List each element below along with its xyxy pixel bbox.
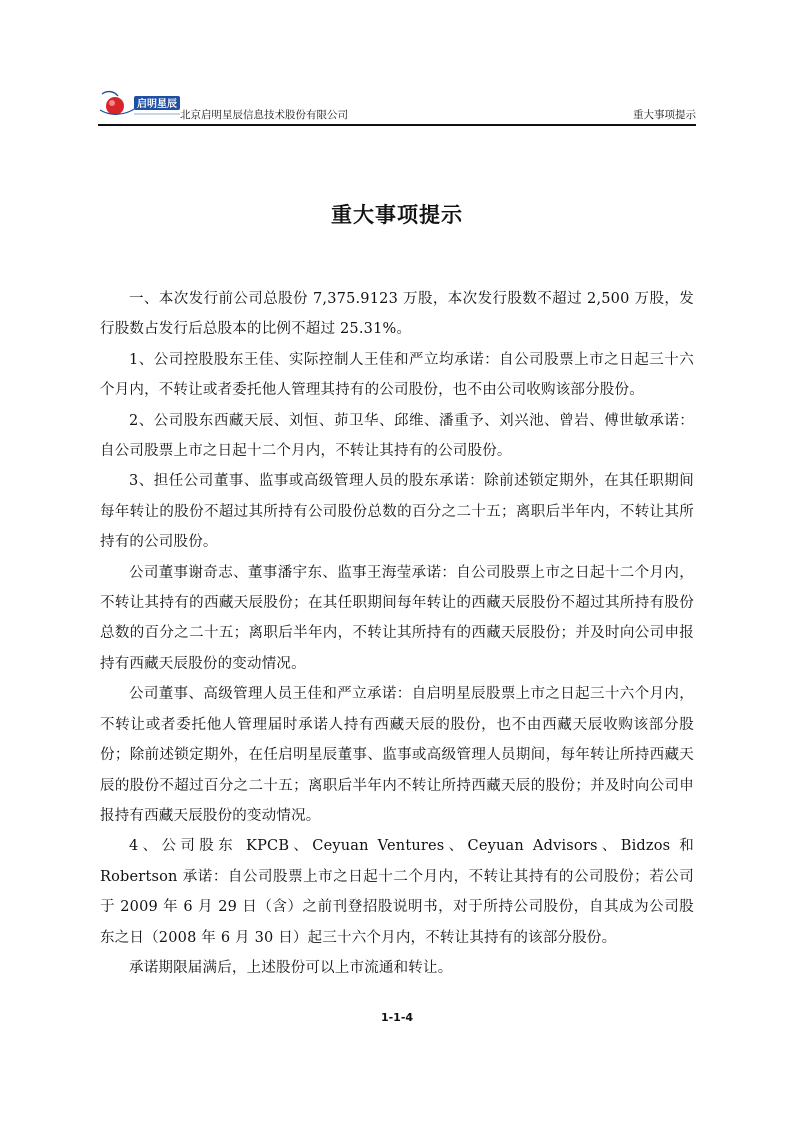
page-title: 重大事项提示	[331, 203, 463, 227]
header-company-name: 北京启明星辰信息技术股份有限公司	[180, 109, 348, 121]
paragraph: 2、公司股东西藏天辰、刘恒、茆卫华、邱维、潘重予、刘兴池、曾岩、傅世敏承诺：自公司股票上市之日起十二个月内，不转让其持有的公司股份。	[100, 412, 694, 460]
paragraph: 承诺期限届满后，上述股份可以上市流通和转让。	[129, 959, 453, 976]
page-number: 1-1-4	[380, 1011, 414, 1024]
header-section-title: 重大事项提示	[633, 109, 696, 121]
paragraph: 1、公司控股股东王佳、实际控制人王佳和严立均承诺：自公司股票上市之日起三十六个月内，不转让或者委托他人管理其持有的公司股份，也不由公司收购该部分股份。	[100, 351, 694, 399]
paragraph: 公司董事、高级管理人员王佳和严立承诺：自启明星辰股票上市之日起三十六个月内，不转让或者委托他人管理届时承诺人持有西藏天辰的股份，也不由西藏天辰收购该部分股份；除前述锁定期外，在任启明星辰董事、监事或高级管理人员期间，每年转让所持西藏天辰的股份不超过百分之二十五；离职后半年内不转让所持西藏天辰的股份；并及时向公司申报持有西藏天辰股份的变动情况。	[100, 686, 694, 824]
paragraph: 一、本次发行前公司总股份 7,375.9123 万股，本次发行股数不超过 2,500 万股，发行股数占发行后总股本的比例不超过 25.31%。	[100, 291, 694, 338]
body-text	[100, 284, 694, 983]
paragraph: 3、担任公司董事、监事或高级管理人员的股东承诺：除前述锁定期外，在其任职期间每年转让的股份不超过其所持有公司股份总数的百分之二十五；离职后半年内，不转让其所持有的公司股份。	[100, 473, 694, 551]
logo-text: 启明星辰	[137, 99, 177, 110]
page-header	[98, 88, 696, 126]
header-rule	[98, 124, 696, 126]
paragraph: 公司董事谢奇志、董事潘宇东、监事王海莹承诺：自公司股票上市之日起十二个月内，不转让其持有的西藏天辰股份；在其任职期间每年转让的西藏天辰股份不超过其所持有股份总数的百分之二十五；离职后半年内，不转让其所持有的西藏天辰股份；并及时向公司申报持有西藏天辰股份的变动情况。	[100, 564, 694, 672]
paragraph: 4、公司股东 KPCB、Ceyuan Ventures、Ceyuan Advisors、Bidzos 和 Robertson 承诺：自公司股票上市之日起十二个月内，不转让其持有的公司股份；若公司于 2009 年 6 月 29 日（含）之前刊登招股说明书，对于所持公司股份，自其成为公司股东之日（2008 年 6 月 30 日）起三十六个月内，不转让其持有的该部分股份。	[100, 838, 694, 946]
company-logo	[98, 88, 184, 118]
